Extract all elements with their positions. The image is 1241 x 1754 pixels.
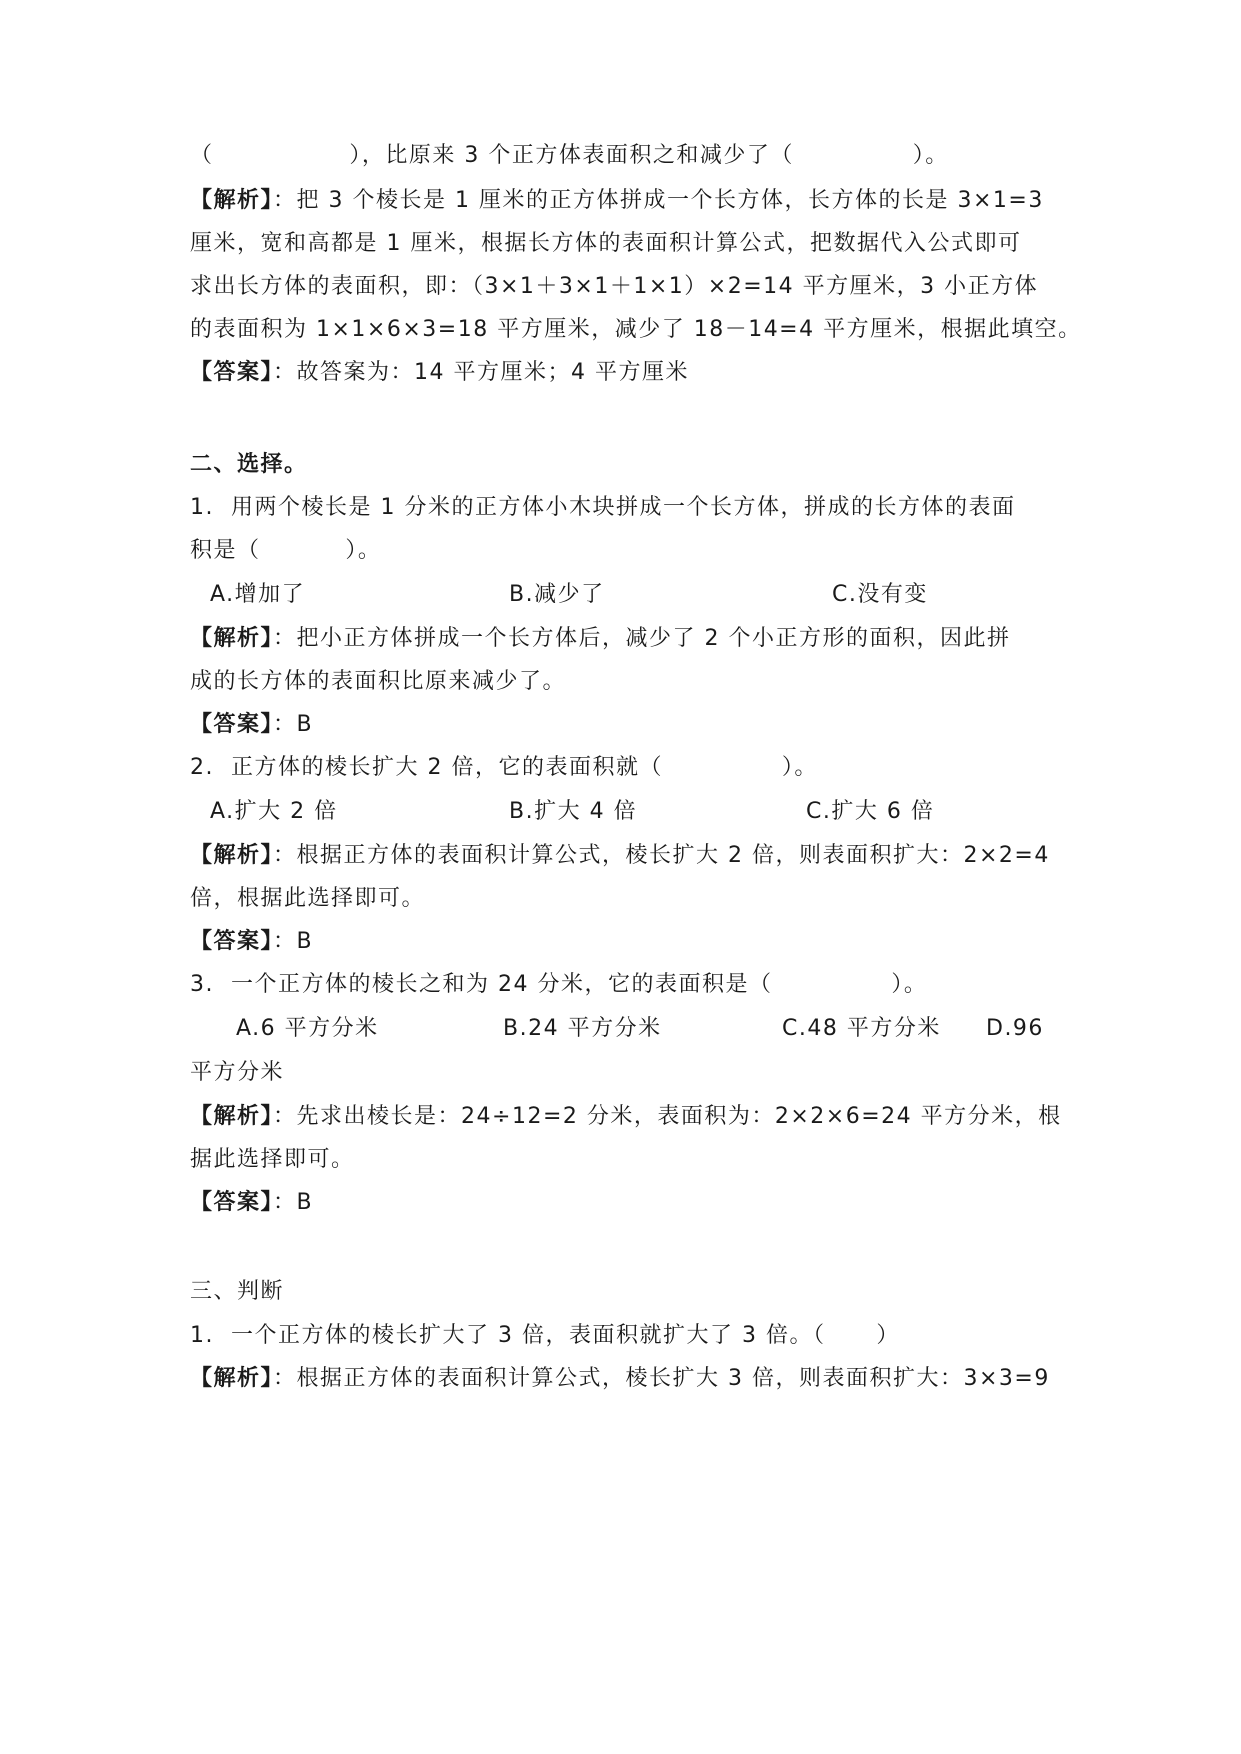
analysis-text: ：根据正方体的表面积计算公式，棱长扩大 2 倍，则表面积扩大：2×2=4: [273, 843, 1050, 868]
analysis-line: 成的长方体的表面积比原来减少了。: [190, 669, 567, 694]
answer-line: [190, 710, 313, 740]
analysis-line: 厘米，宽和高都是 1 厘米，根据长方体的表面积计算公式，把数据代入公式即可: [190, 231, 1022, 256]
analysis-line: [190, 624, 1011, 654]
analysis-text: ：根据正方体的表面积计算公式，棱长扩大 3 倍，则表面积扩大：3×3=9: [273, 1366, 1050, 1391]
option-c: C.没有变: [832, 582, 928, 607]
question-line: 1. 用两个棱长是 1 分米的正方体小木块拼成一个长方体，拼成的长方体的表面: [190, 495, 1016, 520]
option-a: A.6 平方分米: [236, 1016, 379, 1041]
analysis-tag: 【解析】: [190, 1104, 274, 1129]
answer-text: ：B: [273, 1190, 314, 1215]
question-line: 2. 正方体的棱长扩大 2 倍，它的表面积就（ ）。: [190, 755, 818, 780]
question-line: 3. 一个正方体的棱长之和为 24 分米，它的表面积是（ ）。: [190, 972, 928, 997]
question-line: 平方分米: [190, 1060, 285, 1085]
answer-text: ：B: [273, 712, 314, 737]
analysis-tag: 【解析】: [190, 1366, 274, 1391]
analysis-text: ：把 3 个棱长是 1 厘米的正方体拼成一个长方体，长方体的长是 3×1=3: [273, 188, 1044, 213]
option-b: B.减少了: [509, 582, 605, 607]
option-c: C.48 平方分米: [782, 1016, 941, 1041]
answer-text: ：故答案为：14 平方厘米；4 平方厘米: [273, 360, 689, 385]
analysis-tag: 【解析】: [190, 626, 274, 651]
analysis-line: [190, 1102, 1062, 1132]
analysis-line: 的表面积为 1×1×6×3=18 平方厘米，减少了 18－14=4 平方厘米，根据此填空。: [190, 317, 1082, 342]
answer-tag: 【答案】: [190, 360, 274, 385]
analysis-text: ：把小正方体拼成一个长方体后，减少了 2 个小正方形的面积，因此拼: [273, 626, 1011, 651]
analysis-tag: 【解析】: [190, 188, 274, 213]
analysis-line: 据此选择即可。: [190, 1147, 355, 1172]
section-heading: 二、选择。: [190, 452, 308, 477]
option-c: C.扩大 6 倍: [806, 799, 935, 824]
analysis-tag: 【解析】: [190, 843, 274, 868]
option-d: D.96: [986, 1016, 1044, 1041]
option-b: B.扩大 4 倍: [509, 799, 638, 824]
option-a: A.扩大 2 倍: [210, 799, 338, 824]
analysis-line: 求出长方体的表面积，即：（3×1＋3×1＋1×1）×2=14 平方厘米，3 小正方体: [190, 274, 1039, 299]
option-b: B.24 平方分米: [503, 1016, 662, 1041]
question-line: 1. 一个正方体的棱长扩大了 3 倍，表面积就扩大了 3 倍。（ ）: [190, 1323, 900, 1348]
analysis-line: [190, 841, 1050, 871]
answer-line: [190, 358, 689, 388]
answer-tag: 【答案】: [190, 1190, 274, 1215]
answer-text: ：B: [273, 929, 314, 954]
answer-line: [190, 927, 313, 957]
answer-tag: 【答案】: [190, 712, 274, 737]
question-line: 积是（ ）。: [190, 538, 382, 563]
fill-blank-line: （ ），比原来 3 个正方体表面积之和减少了（ ）。: [190, 143, 949, 168]
analysis-text: ：先求出棱长是：24÷12=2 分米，表面积为：2×2×6=24 平方分米，根: [273, 1104, 1062, 1129]
analysis-line: [190, 186, 1044, 216]
answer-line: [190, 1188, 313, 1218]
answer-tag: 【答案】: [190, 929, 274, 954]
section-heading: 三、判断: [190, 1279, 285, 1304]
analysis-line: [190, 1364, 1050, 1394]
option-a: A.增加了: [210, 582, 306, 607]
analysis-line: 倍，根据此选择即可。: [190, 886, 426, 911]
